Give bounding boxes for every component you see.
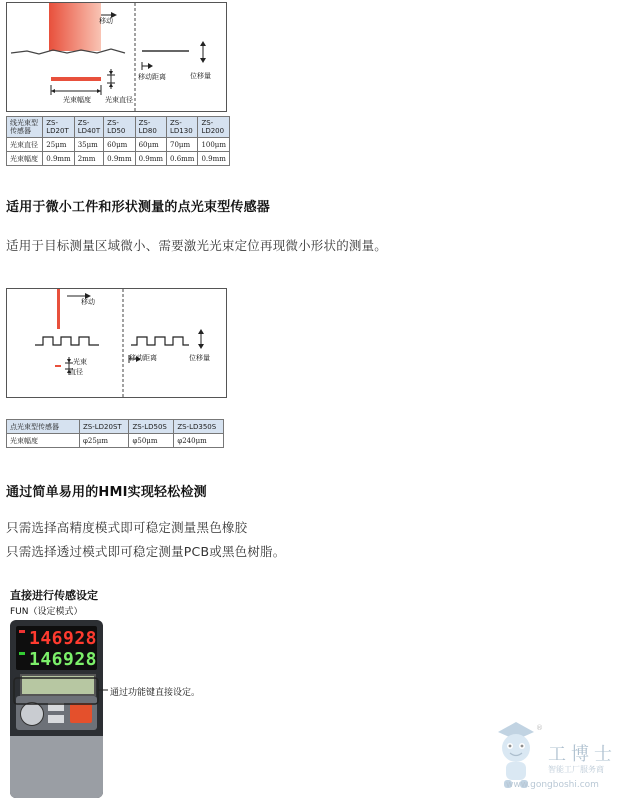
table-header-cell: ZS-LD350S xyxy=(174,420,224,434)
sub-readout: 146928 xyxy=(29,649,98,670)
move-label: 移动 xyxy=(81,298,95,306)
table-cell: 0.9mm xyxy=(104,152,135,166)
table-header-cell: ZS- LD80 xyxy=(135,117,166,138)
function-key[interactable] xyxy=(48,715,64,723)
table-cell: 0.6mm xyxy=(167,152,198,166)
table-cell: 2mm xyxy=(74,152,103,166)
table-row xyxy=(7,420,224,434)
table-cell: 60μm xyxy=(104,138,135,152)
callout-highlight xyxy=(10,672,110,712)
beam-label-line2: 直径 xyxy=(69,368,83,376)
brand-name: 工博士 xyxy=(548,744,617,765)
table-header-cell: ZS- LD40T xyxy=(74,117,103,138)
table-header-cell: ZS- LD130 xyxy=(167,117,198,138)
table-header-cell: 线光束型 传感器 xyxy=(7,117,43,138)
table-header-cell: ZS-LD20ST xyxy=(80,420,129,434)
table-cell: φ25μm xyxy=(80,434,129,448)
watermark-logo xyxy=(492,720,630,798)
table-header-cell: ZS-LD50S xyxy=(129,420,174,434)
table-cell: 光束直径 xyxy=(7,138,43,152)
section-title-point-beam: 适用于微小工件和形状测量的点光束型传感器 xyxy=(6,200,271,215)
table-header-cell: ZS- LD50 xyxy=(104,117,135,138)
brand-url: www.gongboshi.com xyxy=(506,780,599,790)
table-cell: 光束幅度 xyxy=(7,152,43,166)
work-profile-right xyxy=(131,337,189,345)
section-text-line1: 只需选择高精度模式即可稳定测量黑色橡胶 xyxy=(6,520,248,535)
table-cell: φ50μm xyxy=(129,434,174,448)
displacement-label: 位移量 xyxy=(189,354,210,362)
displacement-label: 位移量 xyxy=(190,72,211,80)
table-cell: φ240μm xyxy=(174,434,224,448)
device-lower-body xyxy=(10,736,103,798)
status-led xyxy=(19,652,25,655)
line-beam-spec-table xyxy=(6,116,230,166)
beam-diameter-label: 光束直径 xyxy=(105,96,133,104)
point-beam-illustration xyxy=(7,289,226,397)
mode-label: FUN（设定模式） xyxy=(10,607,83,617)
main-readout: 146928 xyxy=(29,628,98,649)
arrow-up-icon xyxy=(200,41,206,46)
table-cell: 25μm xyxy=(43,138,74,152)
distance-label: 移动距离 xyxy=(129,354,157,362)
beam-width-bar xyxy=(51,77,101,81)
section-text-line2: 只需选择透过模式即可稳定测量PCB或黑色树脂。 xyxy=(6,544,286,559)
brand-tagline: 智能工厂服务商 xyxy=(548,765,604,774)
table-header-cell: ZS- LD20T xyxy=(43,117,74,138)
table-cell: 100μm xyxy=(198,138,230,152)
line-beam-area xyxy=(49,3,101,51)
figure-title: 直接进行传感设定 xyxy=(10,589,98,602)
arrow-up-icon xyxy=(198,329,204,334)
status-led xyxy=(19,630,25,633)
callout-text: 通过功能键直接设定。 xyxy=(110,688,201,698)
table-cell: 0.9mm xyxy=(198,152,230,166)
table-cell: 0.9mm xyxy=(135,152,166,166)
table-cell: 60μm xyxy=(135,138,166,152)
table-header-cell: ZS- LD200 xyxy=(198,117,230,138)
line-beam-diagram xyxy=(6,2,227,112)
table-row xyxy=(7,138,230,152)
table-row xyxy=(7,152,230,166)
work-profile-left xyxy=(35,337,99,345)
arrow-down-icon xyxy=(200,58,206,63)
beam-width-label: 光束幅度 xyxy=(63,96,91,104)
move-label: 移动 xyxy=(99,17,113,25)
table-cell: 35μm xyxy=(74,138,103,152)
display-panel xyxy=(16,626,97,670)
table-cell: 0.9mm xyxy=(43,152,74,166)
table-header-cell: 点光束型传感器 xyxy=(7,420,80,434)
table-row xyxy=(7,117,230,138)
arrow-down-icon xyxy=(198,344,204,349)
beam-label-line1: 光束 xyxy=(73,358,87,366)
table-cell: 70μm xyxy=(167,138,198,152)
section-title-hmi: 通过简单易用的HMI实现轻松检测 xyxy=(6,485,207,500)
section-text-point-beam: 适用于目标测量区域微小、需要激光光束定位再现微小形状的测量。 xyxy=(6,238,388,253)
table-row xyxy=(7,434,224,448)
table-cell: 光束幅度 xyxy=(7,434,80,448)
point-beam-spec-table xyxy=(6,419,224,448)
registered-mark: ® xyxy=(536,724,543,732)
point-beam-diagram xyxy=(6,288,227,398)
point-beam xyxy=(57,289,60,329)
distance-label: 移动距离 xyxy=(138,73,166,81)
